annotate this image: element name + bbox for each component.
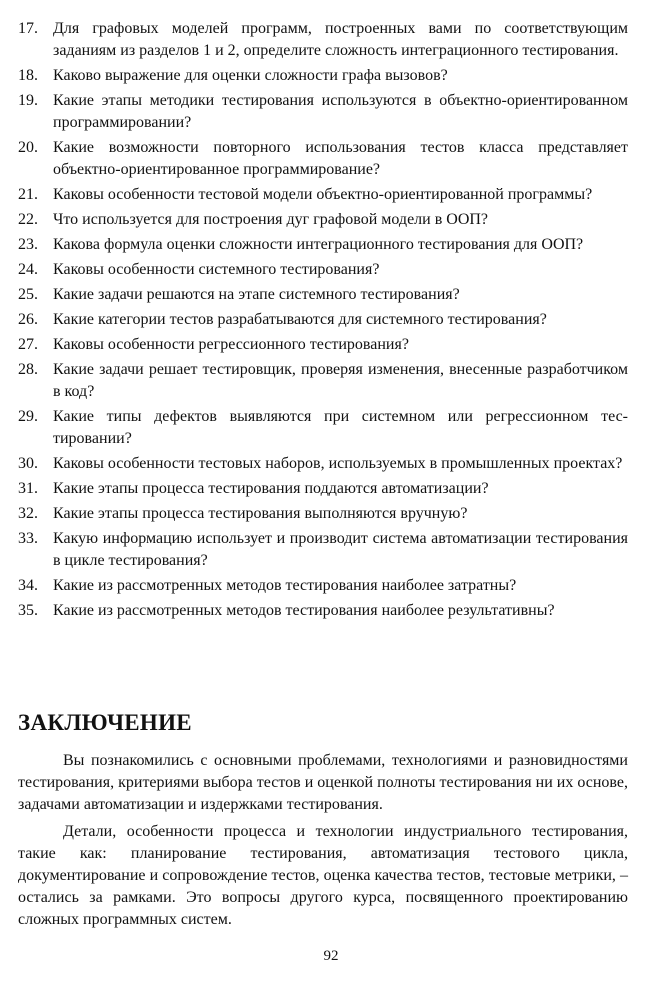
- question-list: [18, 18, 628, 625]
- question-item: [18, 184, 628, 206]
- question-number: 20.: [18, 139, 38, 156]
- conclusion-paragraph: Вы познакомились с основными проблемами, технологиями и разновидностями тестирования, критериями выбора тестов и оценкой полноты тестирования ни их основе, задачами автоматизации и издержками тестирования.: [18, 752, 628, 813]
- question-number: 21.: [18, 186, 38, 203]
- question-text: Каковы особенности системного тестирования?: [53, 261, 380, 278]
- question-text: Какие задачи решает тестировщик, проверяя изменения, внесенные разработчиком в код?: [53, 361, 628, 400]
- question-text: Какие этапы процесса тестирования поддаются автоматизации?: [53, 480, 489, 497]
- question-text: Какую информацию использует и производит система автоматизации тестирования в цикле тестирования?: [53, 530, 628, 569]
- question-text: Какие этапы методики тестирования используются в объектно-ориентированном программировании?: [53, 92, 628, 131]
- question-item: [18, 65, 628, 87]
- question-item: [18, 453, 628, 475]
- question-item: [18, 209, 628, 231]
- question-item: [18, 137, 628, 181]
- question-text: Для графовых моделей программ, построенных вами по соответствующим заданиям из разделов 1 и 2, определите сложность интеграционного тестирования.: [53, 20, 628, 59]
- question-number: 34.: [18, 577, 38, 594]
- question-item: [18, 528, 628, 572]
- question-item: [18, 478, 628, 500]
- question-item: [18, 406, 628, 450]
- question-number: 27.: [18, 336, 38, 353]
- question-number: 28.: [18, 361, 38, 378]
- question-text: Каково выражение для оценки сложности графа вызовов?: [53, 67, 448, 84]
- question-number: 35.: [18, 602, 38, 619]
- question-number: 19.: [18, 92, 38, 109]
- question-text: Какие этапы процесса тестирования выполняются вручную?: [53, 505, 468, 522]
- question-item: [18, 359, 628, 403]
- page-number: 92: [323, 948, 339, 964]
- question-item: [18, 503, 628, 525]
- question-item: [18, 309, 628, 331]
- question-number: 24.: [18, 261, 38, 278]
- question-number: 18.: [18, 67, 38, 84]
- question-number: 22.: [18, 211, 38, 228]
- question-text: Каковы особенности регрессионного тестирования?: [53, 336, 409, 353]
- question-number: 17.: [18, 20, 38, 37]
- question-item: [18, 575, 628, 597]
- question-text: Что используется для построения дуг графовой модели в ООП?: [53, 211, 489, 228]
- question-text: Какие возможности повторного использования тестов класса представляет объектно-ориентированное программирование?: [53, 139, 628, 178]
- question-item: [18, 334, 628, 356]
- question-item: [18, 284, 628, 306]
- question-text: Какие задачи решаются на этапе системного тестирования?: [53, 286, 460, 303]
- question-number: 29.: [18, 408, 38, 425]
- question-number: 26.: [18, 311, 38, 328]
- section-heading: ЗАКЛЮЧЕНИЕ: [18, 710, 192, 735]
- question-item: [18, 234, 628, 256]
- question-number: 32.: [18, 505, 38, 522]
- conclusion-body: [18, 750, 628, 936]
- question-text: Каковы особенности тестовых наборов, используемых в промышленных проектах?: [53, 455, 623, 472]
- question-number: 30.: [18, 455, 38, 472]
- question-text: Какие из рассмотренных методов тестирования наиболее результативны?: [53, 602, 555, 619]
- question-number: 33.: [18, 530, 38, 547]
- question-text: Какие типы дефектов выявляются при системном или регрессионном тестировании?: [53, 408, 628, 447]
- question-item: [18, 18, 628, 62]
- question-text: Какова формула оценки сложности интеграционного тестирования для ООП?: [53, 236, 584, 253]
- question-item: [18, 259, 628, 281]
- question-item: [18, 90, 628, 134]
- question-number: 23.: [18, 236, 38, 253]
- question-item: [18, 600, 628, 622]
- question-text: Каковы особенности тестовой модели объектно-ориентированной программы?: [53, 186, 593, 203]
- conclusion-paragraph: Детали, особенности процесса и технологии индустриального тестирования, такие как: планирование тестирования, автоматизация тестового цикла, документирование и сопровождение тестов, оценка качества тестов, тестовые метрики, – остались за рамками. Это вопросы другого курса, посвященного проектированию сложных программных систем.: [18, 823, 628, 928]
- question-number: 31.: [18, 480, 38, 497]
- question-number: 25.: [18, 286, 38, 303]
- question-text: Какие из рассмотренных методов тестирования наиболее затратны?: [53, 577, 517, 594]
- question-text: Какие категории тестов разрабатываются для системного тестирования?: [53, 311, 547, 328]
